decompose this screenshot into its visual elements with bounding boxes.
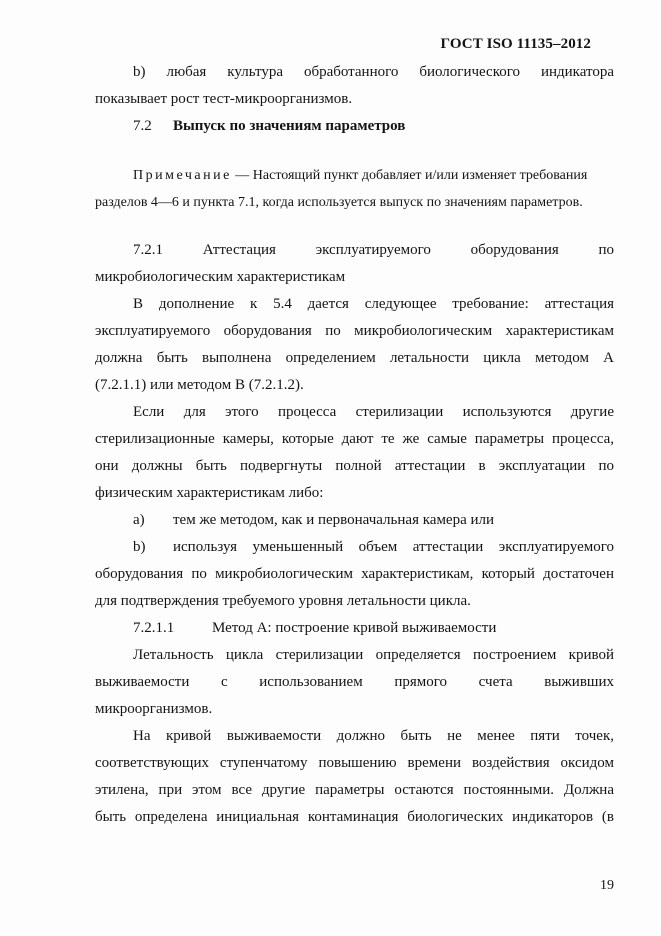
para4-line1: На кривой выживаемости должно быть не менее пяти точек, [133, 728, 614, 744]
section-heading-7-2-1-1 [95, 620, 614, 637]
para1-line3: должна быть выполнена определением летальности цикла методом А [95, 350, 614, 366]
para2-line2: стерилизационные камеры, которые дают те же самые параметры процесса, [95, 431, 614, 447]
list-item-b-line2: показывает рост тест-микроорганизмов. [95, 91, 353, 107]
section-title: Выпуск по значениям параметров [173, 118, 406, 134]
para4-line2: соответствующих ступенчатому повышению времени воздействия оксидом [95, 755, 614, 771]
word: счета [478, 674, 513, 690]
section-title: Метод А: построение кривой выживаемости [212, 620, 497, 636]
word: выживших [544, 674, 614, 690]
section-number: 7.2 [133, 118, 152, 134]
word: биологического [419, 64, 521, 80]
section-number: 7.2.1 [133, 242, 163, 258]
word: с [220, 674, 228, 690]
word: использованием [259, 674, 363, 690]
para3-line2 [95, 674, 614, 691]
para4-line3: этилена, при этом все другие параметры остаются постоянными. Должна [95, 782, 614, 798]
para2-line3: они должны быть подвергнуты полной аттестации в эксплуатации по [95, 458, 614, 474]
note-line1 [95, 168, 614, 184]
list-item-b-line1 [95, 64, 614, 81]
word: прямого [394, 674, 448, 690]
note-line2: разделов 4—6 и пункта 7.1, когда используется выпуск по значениям параметров. [95, 195, 583, 210]
note-dash: — [235, 168, 250, 183]
para1-line1: В дополнение к 5.4 дается следующее требование: аттестация [133, 296, 614, 312]
para1-line4: (7.2.1.1) или методом В (7.2.1.2). [95, 377, 304, 393]
word: культура [227, 64, 283, 80]
word: выживаемости [95, 674, 190, 690]
para1-line2: эксплуатируемого оборудования по микробиологическим характеристикам [95, 323, 614, 339]
note-text: Настоящий пункт добавляет и/или изменяет требования [252, 168, 588, 183]
list-marker: b) [133, 64, 146, 80]
word: индикатора [540, 64, 615, 80]
para2-line4: физическим характеристикам либо: [95, 485, 324, 501]
section-heading-7-2-1 [95, 242, 614, 259]
page-number: 19 [600, 878, 614, 893]
para3-line1: Летальность цикла стерилизации определяется построением кривой [133, 647, 614, 663]
document-header: ГОСТ ISO 11135–2012 [440, 36, 591, 52]
list-item-b2-line3: для подтверждения требуемого уровня летальности цикла. [95, 593, 471, 609]
word: оборудования [470, 242, 559, 258]
para3-line3: микроорганизмов. [95, 701, 213, 717]
list-text: тем же методом, как и первоначальная камера или [173, 512, 495, 528]
list-text: используя уменьшенный объем аттестации эксплуатируемого [173, 539, 614, 555]
section-heading-7-2 [95, 118, 614, 135]
list-marker: а) [133, 512, 145, 528]
list-item-a [95, 512, 614, 529]
para4-line4: быть определена инициальная контаминация биологических индикаторов (в [95, 809, 614, 825]
note-label: Примечание [133, 168, 232, 183]
list-marker: b) [133, 539, 146, 555]
word: Аттестация [202, 242, 276, 258]
list-item-b2-line2: оборудования по микробиологическим характеристикам, который достаточен [95, 566, 614, 582]
word: любая [166, 64, 207, 80]
para2-line1: Если для этого процесса стерилизации используются другие [133, 404, 614, 420]
word: по [598, 242, 614, 258]
section-title-cont: микробиологическим характеристикам [95, 269, 346, 285]
word: эксплуатируемого [315, 242, 431, 258]
word: обработанного [303, 64, 399, 80]
section-number: 7.2.1.1 [133, 620, 175, 636]
list-item-b2-line1 [95, 539, 614, 556]
